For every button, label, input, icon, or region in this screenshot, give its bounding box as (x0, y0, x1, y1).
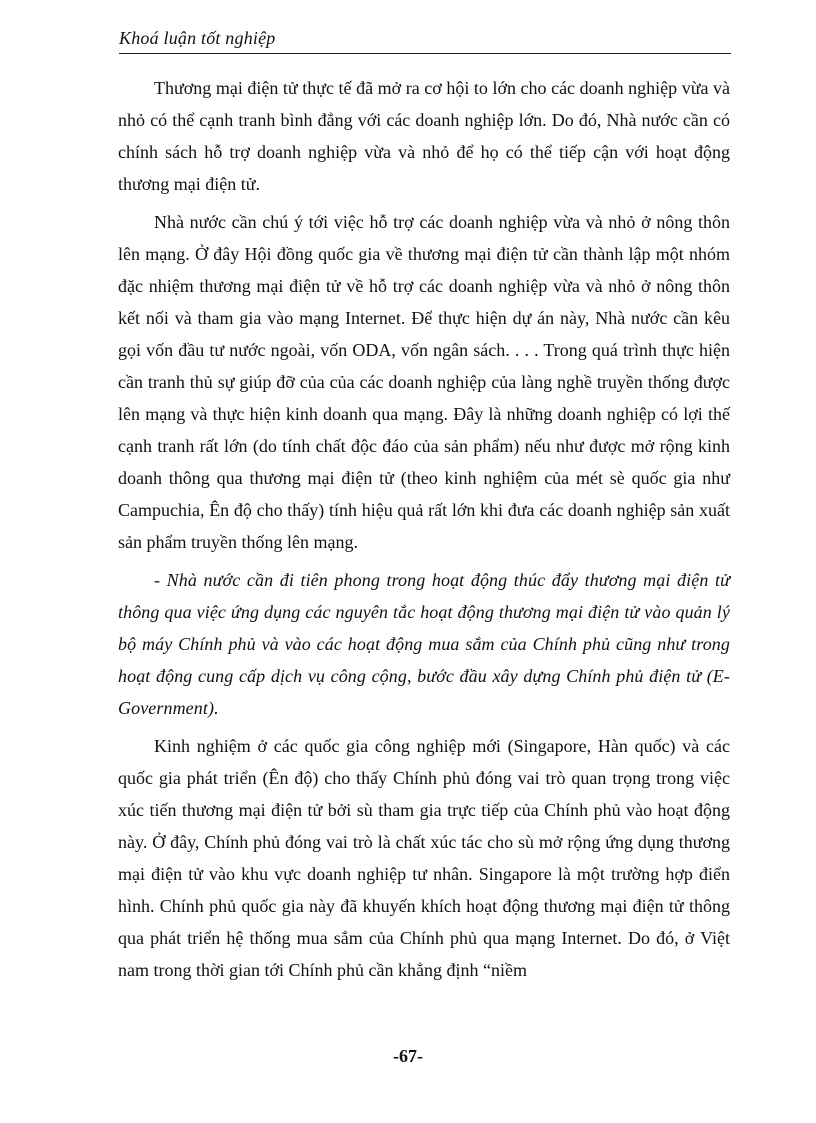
document-body (118, 72, 730, 986)
paragraph-3-italic: - Nhà nước cần đi tiên phong trong hoạt động thúc đẩy thương mại điện tử thông qua việc ứng dụng các nguyên tắc hoạt động thương mại điện tử vào quản lý bộ máy Chính phủ và vào các hoạt động mua sắm của Chính phủ cũng như trong hoạt động cung cấp dịch vụ công cộng, bước đầu xây dựng Chính phủ điện tử (E-Government). (118, 570, 730, 718)
page-number: -67- (393, 1046, 423, 1066)
header-title: Khoá luận tốt nghiệp (119, 28, 276, 48)
paragraph-2: Nhà nước cần chú ý tới việc hỗ trợ các doanh nghiệp vừa và nhỏ ở nông thôn lên mạng. Ở đây Hội đồng quốc gia về thương mại điện tử cần thành lập một nhóm đặc nhiệm thương mại điện tử về hỗ trợ các doanh nghiệp vừa và nhỏ ở nông thôn kết nối và tham gia vào mạng Internet. Để thực hiện dự án này, Nhà nước cần kêu gọi vốn đầu tư nước ngoài, vốn ODA, vốn ngân sách. . . . Trong quá trình thực hiện cần tranh thủ sự giúp đỡ của của các doanh nghiệp của làng nghề truyền thống được lên mạng và thực hiện kinh doanh qua mạng. Đây là những doanh nghiệp có lợi thế cạnh tranh rất lớn (do tính chất độc đáo của sản phẩm) nếu như được mở rộng kinh doanh thông qua thương mại điện tử (theo kinh nghiệm của mét sè quốc gia như Campuchia, Ên độ cho thấy) tính hiệu quả rất lớn khi đưa các doanh nghiệp sản xuất sản phẩm truyền thống lên mạng. (118, 212, 730, 552)
paragraph-1: Thương mại điện tử thực tế đã mở ra cơ hội to lớn cho các doanh nghiệp vừa và nhỏ có thể cạnh tranh bình đẳng với các doanh nghiệp lớn. Do đó, Nhà nước cần có chính sách hỗ trợ doanh nghiệp vừa và nhỏ để họ có thể tiếp cận với hoạt động thương mại điện tử. (118, 78, 730, 194)
page-header (119, 26, 731, 54)
paragraph-4: Kinh nghiệm ở các quốc gia công nghiệp mới (Singapore, Hàn quốc) và các quốc gia phát triển (Ên độ) cho thấy Chính phủ đóng vai trò quan trọng trong việc xúc tiến thương mại điện tử bởi sù tham gia trực tiếp của Chính phủ vào hoạt động này. Ở đây, Chính phủ đóng vai trò là chất xúc tác cho sù mở rộng ứng dụng thương mại điện tử vào khu vực doanh nghiệp tư nhân. Singapore là một trường hợp điển hình. Chính phủ quốc gia này đã khuyến khích hoạt động thương mại điện tử thông qua phát triển hệ thống mua sắm của Chính phủ qua mạng Internet. Do đó, ở Việt nam trong thời gian tới Chính phủ cần khẳng định “niềm (118, 736, 730, 980)
